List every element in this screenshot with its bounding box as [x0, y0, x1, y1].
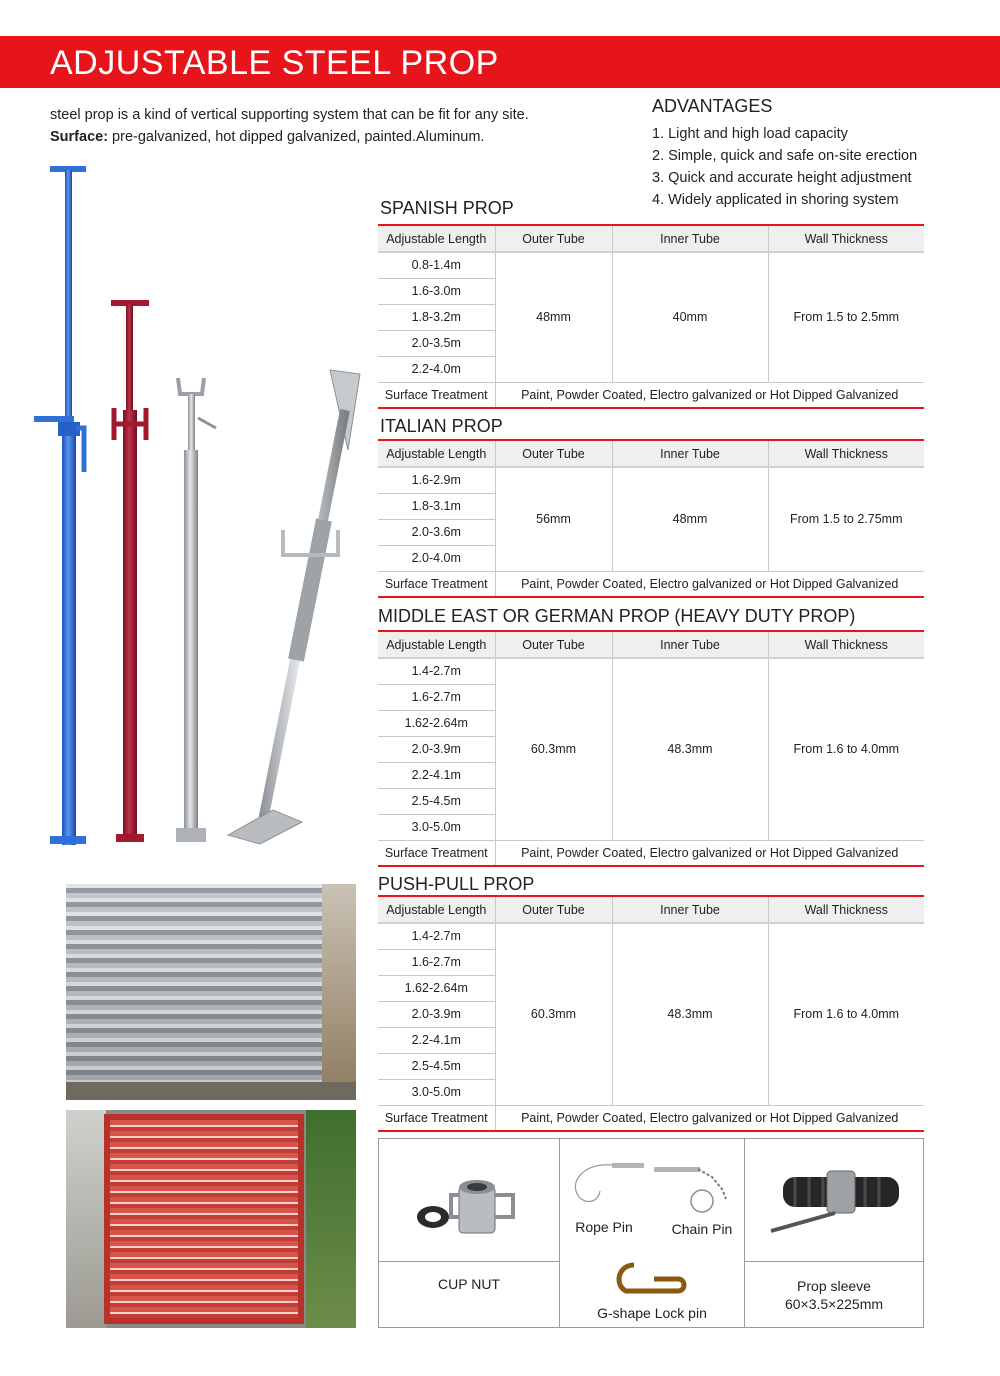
length-cell: 2.5-4.5m [378, 1053, 495, 1079]
length-cell: 2.0-3.9m [378, 736, 495, 762]
prop-sleeve-label: Prop sleeve [797, 1278, 871, 1294]
length-cell: 1.4-2.7m [378, 923, 495, 949]
length-cell: 2.0-4.0m [378, 545, 495, 571]
header-length: Adjustable Length [378, 897, 495, 923]
surface-treatment-value: Paint, Powder Coated, Electro galvanized or Hot Dipped Galvanized [495, 382, 924, 408]
length-cell: 0.8-1.4m [378, 252, 495, 278]
advantages-title: ADVANTAGES [652, 96, 773, 116]
surface-treatment-value: Paint, Powder Coated, Electro galvanized or Hot Dipped Galvanized [495, 571, 924, 597]
wall-thickness-value: From 1.6 to 4.0mm [768, 923, 924, 1105]
length-cell: 2.2-4.0m [378, 356, 495, 382]
length-cell: 1.6-3.0m [378, 278, 495, 304]
length-cell: 1.62-2.64m [378, 710, 495, 736]
length-cell: 2.0-3.6m [378, 519, 495, 545]
surface-treatment-label: Surface Treatment [378, 382, 495, 408]
push-pull-prop-title: PUSH-PULL PROP [378, 874, 535, 894]
length-cell: 2.2-4.1m [378, 1027, 495, 1053]
prop-sleeve-image [765, 1161, 905, 1241]
chain-pin-image [650, 1159, 740, 1215]
inner-tube-value: 48mm [612, 467, 768, 571]
german-prop-table [378, 632, 924, 867]
length-cell: 2.5-4.5m [378, 788, 495, 814]
header-wall: Wall Thickness [768, 897, 924, 923]
length-cell: 1.4-2.7m [378, 658, 495, 684]
length-cell: 1.6-2.7m [378, 684, 495, 710]
gray-prop-image [176, 378, 216, 842]
italian-prop-table [378, 441, 924, 598]
length-cell: 1.6-2.9m [378, 467, 495, 493]
surface-line [50, 126, 529, 148]
surface-treatment-label: Surface Treatment [378, 840, 495, 866]
accessories-grid [378, 1138, 924, 1328]
advantage-item: 3. Quick and accurate height adjustment [652, 170, 912, 186]
cup-nut-label-cell [379, 1261, 560, 1327]
inner-tube-value: 48.3mm [612, 658, 768, 840]
surface-treatment-label: Surface Treatment [378, 1105, 495, 1131]
outer-tube-value: 60.3mm [495, 658, 612, 840]
inner-tube-value: 48.3mm [612, 923, 768, 1105]
header-outer: Outer Tube [495, 897, 612, 923]
header-wall: Wall Thickness [768, 632, 924, 658]
header-inner: Inner Tube [612, 897, 768, 923]
header-outer: Outer Tube [495, 632, 612, 658]
advantage-item: 4. Widely applicated in shoring system [652, 192, 899, 208]
length-cell: 2.0-3.9m [378, 1001, 495, 1027]
props-illustration [28, 160, 368, 860]
header-outer: Outer Tube [495, 441, 612, 467]
outer-tube-value: 56mm [495, 467, 612, 571]
chain-pin-label: Chain Pin [671, 1221, 733, 1237]
header-inner: Inner Tube [612, 441, 768, 467]
header-wall: Wall Thickness [768, 226, 924, 252]
advantage-item: 1. Light and high load capacity [652, 126, 848, 142]
red-prop-image [111, 300, 149, 842]
length-cell: 1.8-3.1m [378, 493, 495, 519]
surface-treatment-value: Paint, Powder Coated, Electro galvanized or Hot Dipped Galvanized [495, 840, 924, 866]
length-cell: 1.6-2.7m [378, 949, 495, 975]
spanish-prop-title: SPANISH PROP [380, 198, 514, 218]
header-length: Adjustable Length [378, 441, 495, 467]
spanish-prop-table [378, 226, 924, 409]
length-cell: 3.0-5.0m [378, 1079, 495, 1105]
length-cell: 1.8-3.2m [378, 304, 495, 330]
push-pull-prop-table [378, 897, 924, 1132]
header-wall: Wall Thickness [768, 441, 924, 467]
page-title: ADJUSTABLE STEEL PROP [50, 44, 499, 82]
container-loading-photo [66, 1110, 356, 1328]
blue-prop-image [34, 166, 86, 845]
length-cell: 2.0-3.5m [378, 330, 495, 356]
outer-tube-value: 48mm [495, 252, 612, 382]
header-outer: Outer Tube [495, 226, 612, 252]
rope-pin-image [568, 1159, 648, 1209]
g-shape-lock-pin-image [608, 1261, 688, 1301]
cup-nut-label: CUP NUT [438, 1276, 500, 1292]
surface-treatment-value: Paint, Powder Coated, Electro galvanized or Hot Dipped Galvanized [495, 1105, 924, 1131]
length-cell: 2.2-4.1m [378, 762, 495, 788]
pins-cell [560, 1139, 745, 1327]
outer-tube-value: 60.3mm [495, 923, 612, 1105]
surface-label: Surface: [50, 129, 109, 145]
wall-thickness-value: From 1.6 to 4.0mm [768, 658, 924, 840]
inner-tube-value: 40mm [612, 252, 768, 382]
wall-thickness-value: From 1.5 to 2.75mm [768, 467, 924, 571]
surface-text: pre-galvanized, hot dipped galvanized, painted.Aluminum. [108, 129, 485, 145]
title-banner [0, 36, 1000, 88]
advantages-block [652, 96, 917, 211]
prop-sleeve-label-cell [745, 1261, 923, 1327]
stacked-props-photo [66, 884, 356, 1100]
cup-nut-image [413, 1173, 525, 1243]
advantage-item: 2. Simple, quick and safe on-site erection [652, 148, 918, 164]
header-inner: Inner Tube [612, 632, 768, 658]
push-pull-prop-image [228, 370, 360, 844]
length-cell: 1.62-2.64m [378, 975, 495, 1001]
italian-prop-title: ITALIAN PROP [380, 416, 503, 436]
surface-treatment-label: Surface Treatment [378, 571, 495, 597]
length-cell: 3.0-5.0m [378, 814, 495, 840]
intro-text [50, 104, 529, 148]
header-inner: Inner Tube [612, 226, 768, 252]
prop-sleeve-size: 60×3.5×225mm [784, 1296, 884, 1312]
header-length: Adjustable Length [378, 226, 495, 252]
g-shape-lock-pin-label: G-shape Lock pin [597, 1305, 707, 1321]
german-prop-title: MIDDLE EAST OR GERMAN PROP (HEAVY DUTY PROP) [378, 606, 856, 626]
wall-thickness-value: From 1.5 to 2.5mm [768, 252, 924, 382]
rope-pin-label: Rope Pin [575, 1219, 633, 1235]
intro-line: steel prop is a kind of vertical supporting system that can be fit for any site. [50, 107, 529, 123]
header-length: Adjustable Length [378, 632, 495, 658]
